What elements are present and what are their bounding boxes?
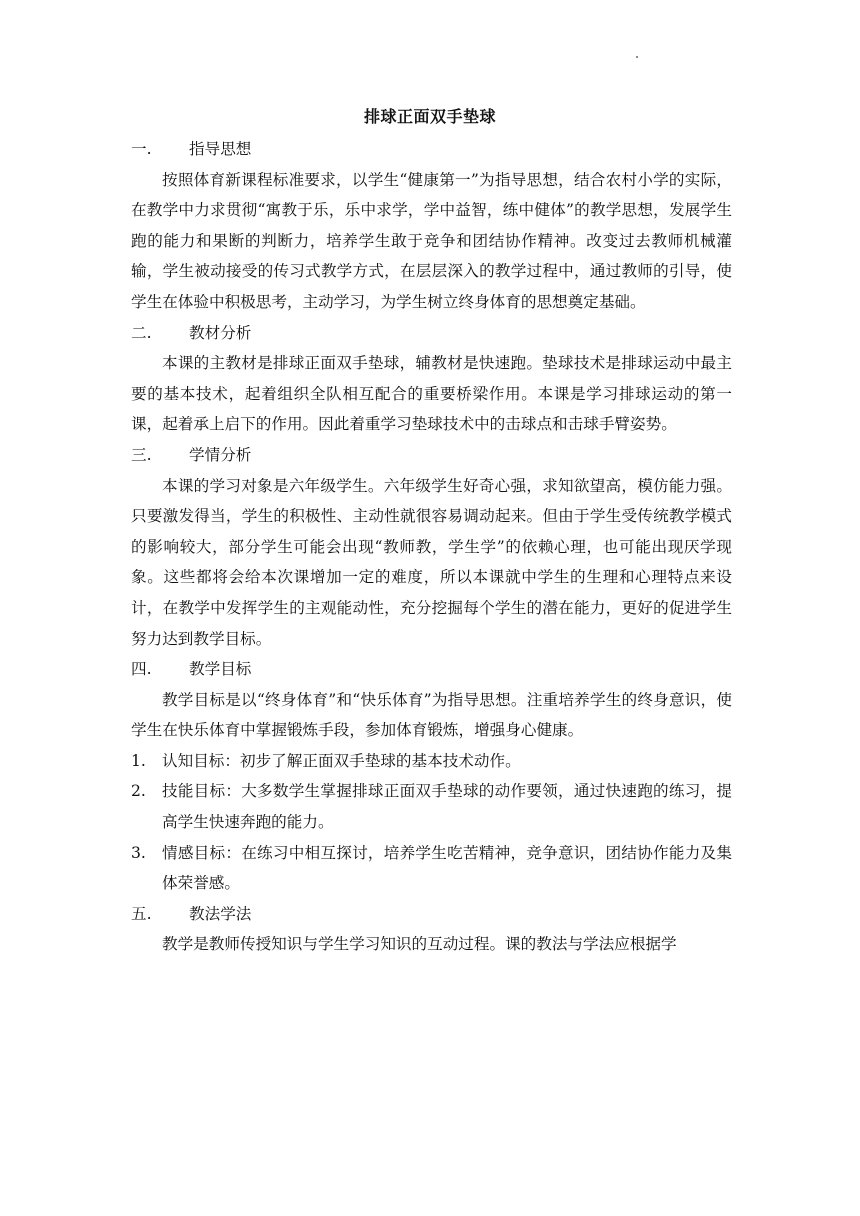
- list-text: 认知目标：初步了解正面双手垫球的基本技术动作。: [162, 751, 521, 770]
- section-heading-4: [131, 654, 732, 685]
- section-paragraph-1: 按照体育新课程标准要求，以学生“健康第一”为指导思想，结合农村小学的实际，在教学中力求贯彻“寓教于乐，乐中求学，学中益智，练中健体”的教学思想，发展学生跑的能力和果断的判断力，培养学生敢于竞争和团结协作精神。改变过去教师机械灌输，学生被动接受的传习式教学方式，在层层深入的教学过程中，通过教师的引导，使学生在体验中积极思考，主动学习，为学生树立终身体育的思想奠定基础。: [131, 170, 732, 311]
- section-title: 指导思想: [189, 140, 252, 158]
- section-heading-3: [131, 440, 732, 471]
- list-item: [131, 838, 732, 899]
- list-item: [131, 776, 732, 837]
- document-title: 排球正面双手垫球: [363, 107, 496, 126]
- section-heading-5: [131, 899, 732, 930]
- document-body: [131, 134, 732, 960]
- list-text: 技能目标：大多数学生掌握排球正面双手垫球的动作要领，通过快速跑的练习，提高学生快速奔跑的能力。: [162, 782, 732, 832]
- section-paragraph-3: 本课的学习对象是六年级学生。六年级学生好奇心强，求知欲望高，模仿能力强。只要激发得当，学生的积极性、主动性就很容易调动起来。但由于学生受传统教学模式的影响较大，部分学生可能会出现“教师教，学生学”的依赖心理，也可能出现厌学现象。这些都将会给本次课增加一定的难度，所以本课就中学生的生理和心理特点来设计，在教学中发挥学生的主观能动性，充分挖掘每个学生的潜在能力，更好的促进学生努力达到教学目标。: [131, 476, 732, 648]
- section-title: 教学目标: [189, 660, 252, 679]
- section-number: 一.: [131, 140, 152, 158]
- list-number: 3.: [131, 843, 146, 862]
- section-heading-2: [131, 318, 732, 349]
- page-mark: [636, 56, 638, 58]
- section-title: 教法学法: [189, 904, 252, 923]
- section-paragraph-5: 教学是教师传授知识与学生学习知识的互动过程。课的教法与学法应根据学: [162, 935, 677, 954]
- section-number: 三.: [131, 445, 152, 464]
- section-title: 学情分析: [189, 445, 252, 464]
- section-heading-1: [131, 134, 732, 165]
- list-text: 情感目标：在练习中相互探讨，培养学生吃苦精神，竞争意识，团结协作能力及集体荣誉感。: [162, 843, 732, 893]
- section-number: 五.: [131, 904, 152, 923]
- section-number: 四.: [131, 660, 152, 679]
- section-paragraph-4: 教学目标是以“终身体育”和“快乐体育”为指导思想。注重培养学生的终身意识，使学生在快乐体育中掌握锻炼手段，参加体育锻炼，增强身心健康。: [131, 690, 732, 740]
- section-title: 教材分析: [189, 323, 252, 342]
- list-number: 1.: [131, 751, 146, 770]
- list-number: 2.: [131, 782, 146, 801]
- section-paragraph-2: 本课的主教材是排球正面双手垫球，辅教材是快速跑。垫球技术是排球运动中最主要的基本技术，起着组织全队相互配合的重要桥梁作用。本课是学习排球运动的第一课，起着承上启下的作用。因此着重学习垫球技术中的击球点和击球手臂姿势。: [131, 354, 732, 434]
- section-number: 二.: [131, 323, 152, 342]
- list-item: [131, 746, 732, 777]
